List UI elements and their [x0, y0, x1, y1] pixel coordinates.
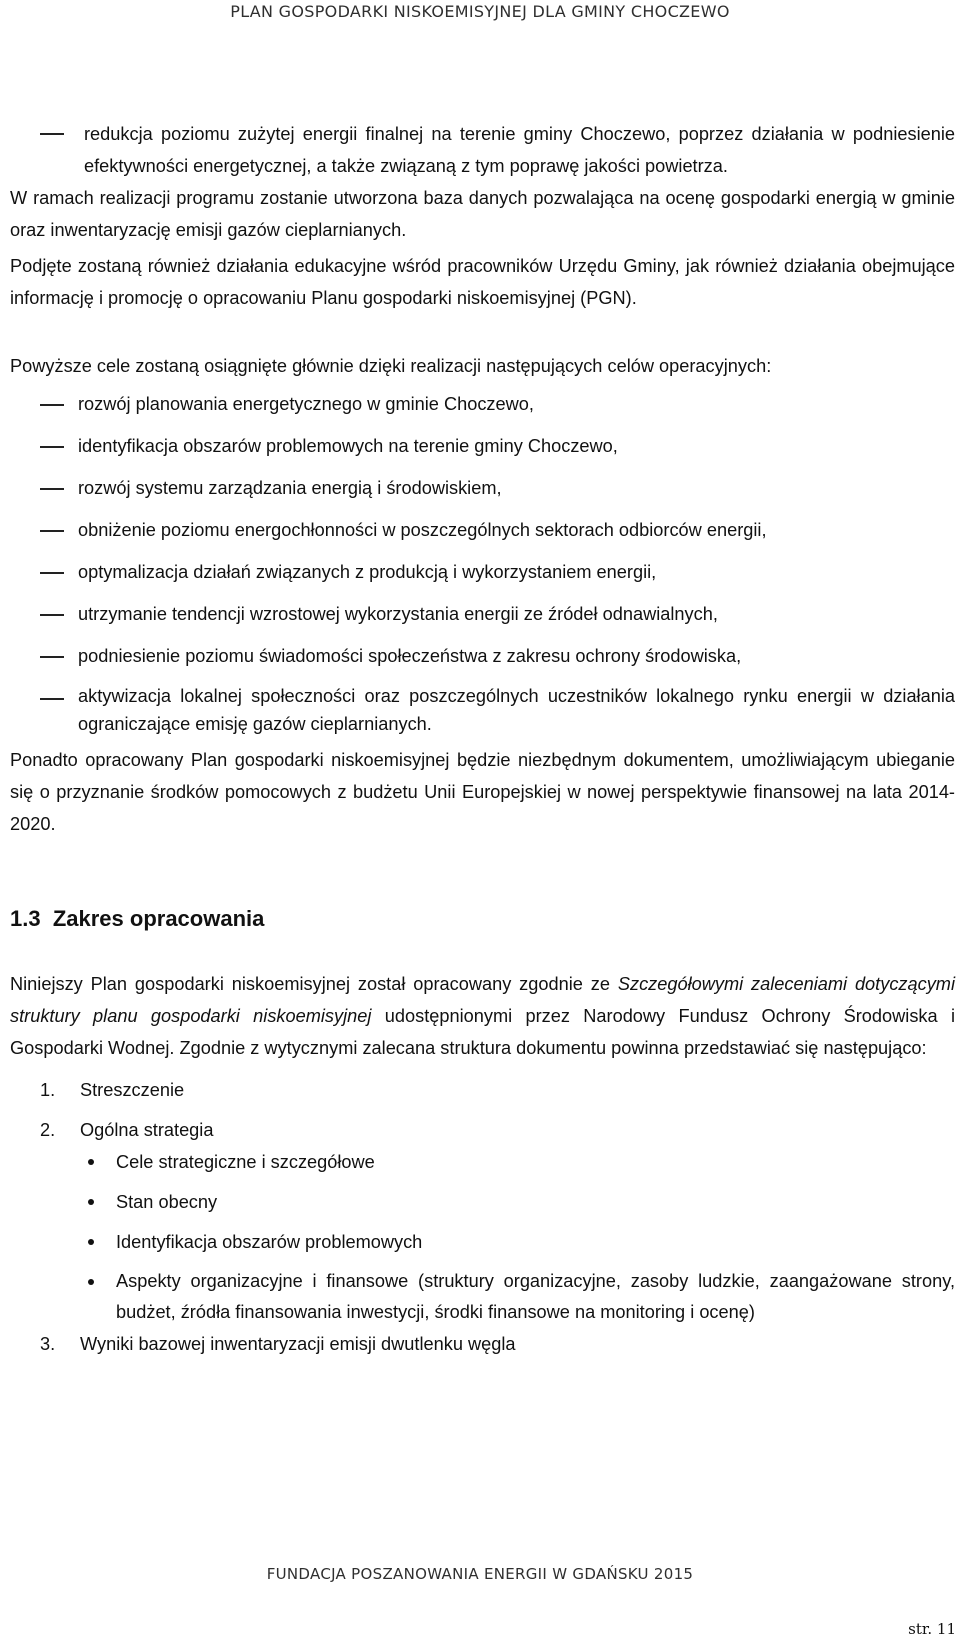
- dash-marker: [40, 572, 64, 574]
- operational-list: [10, 388, 955, 738]
- operational-item-text: optymalizacja działań związanych z produkcją i wykorzystaniem energii,: [78, 562, 657, 582]
- bullet-marker: [88, 1159, 94, 1165]
- dash-marker: [40, 488, 64, 490]
- section-paragraph: [10, 968, 955, 1064]
- operational-item: [10, 388, 955, 420]
- dash-marker: [40, 698, 64, 700]
- operational-closing: Ponadto opracowany Plan gospodarki niskoemisyjnej będzie niezbędnym dokumentem, umożliwiającym ubieganie się o przyznanie środków pomocowych z budżetu Unii Europejskiej w nowej perspektywie finansowej na lata 2014-2020.: [10, 750, 955, 834]
- numbered-item-number: 3.: [40, 1334, 56, 1354]
- bullet-list: [10, 1146, 955, 1328]
- numbered-item-label: Streszczenie: [80, 1080, 185, 1100]
- intro-dash-text: redukcja poziomu zużytej energii finalnej na terenie gminy Choczewo, poprzez działania w podniesienie efektywności energetycznej, a także związaną z tym poprawę jakości powietrza.: [84, 124, 955, 176]
- section-number: 1.3: [10, 906, 41, 931]
- operational-lead: Powyższe cele zostaną osiągnięte głównie dzięki realizacji następujących celów operacyjnych:: [10, 356, 772, 376]
- numbered-item: [10, 1328, 955, 1360]
- section-title: Zakres opracowania: [52, 906, 265, 931]
- page-header: PLAN GOSPODARKI NISKOEMISYJNEJ DLA GMINY CHOCZEWO: [230, 2, 730, 21]
- bullet-item: [10, 1146, 955, 1178]
- intro-paragraph-1: W ramach realizacji programu zostanie utworzona baza danych pozwalająca na ocenę gospodarki energią w gminie oraz inwentaryzację emisji gazów cieplarnianych.: [10, 188, 955, 240]
- section-paragraph-end: udostępnionymi przez Narodowy Fundusz Ochrony Środowiska i Gospodarki Wodnej. Zgodnie z wytycznymi zalecana struktura dokumentu powinna przedstawiać się następująco:: [10, 1006, 955, 1058]
- intro-paragraph-2: Podjęte zostaną również działania edukacyjne wśród pracowników Urzędu Gminy, jak również działania obejmujące informację i promocję o opracowaniu Planu gospodarki niskoemisyjnej (PGN).: [10, 256, 955, 308]
- operational-item: [10, 682, 955, 738]
- operational-item: [10, 598, 955, 630]
- dash-marker: [40, 133, 64, 135]
- bullet-marker: [88, 1279, 94, 1285]
- page-content: [10, 118, 955, 1360]
- numbered-item-number: 1.: [40, 1080, 56, 1100]
- numbered-item-label: Ogólna strategia: [80, 1120, 214, 1140]
- dash-marker: [40, 446, 64, 448]
- numbered-item: [10, 1114, 955, 1146]
- operational-item-text: obniżenie poziomu energochłonności w poszczególnych sektorach odbiorców energii,: [78, 520, 767, 540]
- dash-marker: [40, 404, 64, 406]
- operational-item-text: aktywizacja lokalnej społeczności oraz poszczególnych uczestników lokalnego rynku energii w działania ograniczające emisję gazów cieplarnianych.: [78, 686, 955, 734]
- operational-item: [10, 472, 955, 504]
- section-heading: [10, 904, 955, 934]
- numbered-item-number: 2.: [40, 1120, 56, 1140]
- bullet-item-text: Stan obecny: [116, 1192, 218, 1212]
- bullet-marker: [88, 1239, 94, 1245]
- numbered-item-label: Wyniki bazowej inwentaryzacji emisji dwutlenku węgla: [80, 1334, 516, 1354]
- operational-item-text: podniesienie poziomu świadomości społeczeństwa z zakresu ochrony środowiska,: [78, 646, 742, 666]
- intro-dash-item: [10, 118, 955, 182]
- bullet-item: [10, 1226, 955, 1258]
- operational-item-text: rozwój systemu zarządzania energią i środowiskiem,: [78, 478, 502, 498]
- bullet-item: [10, 1186, 955, 1218]
- dash-marker: [40, 614, 64, 616]
- operational-item-text: rozwój planowania energetycznego w gminie Choczewo,: [78, 394, 534, 414]
- dash-marker: [40, 656, 64, 658]
- section-paragraph-start: Niniejszy Plan gospodarki niskoemisyjnej został opracowany zgodnie ze: [10, 974, 618, 994]
- operational-item: [10, 514, 955, 546]
- page-number: str. 11: [908, 1620, 956, 1638]
- operational-item: [10, 640, 955, 672]
- bullet-item-text: Cele strategiczne i szczegółowe: [116, 1152, 375, 1172]
- operational-item-text: utrzymanie tendencji wzrostowej wykorzystania energii ze źródeł odnawialnych,: [78, 604, 718, 624]
- numbered-item: [10, 1074, 955, 1106]
- section-paragraph-italic: Szczegółowymi zaleceniami dotyczącymi struktury planu gospodarki niskoemisyjnej: [10, 974, 955, 1026]
- bullet-item-text: Aspekty organizacyjne i finansowe (struktury organizacyjne, zasoby ludzkie, zaangażowane strony, budżet, źródła finansowania inwestycji, środki finansowe na monitoring i ocenę): [116, 1271, 955, 1322]
- dash-marker: [40, 530, 64, 532]
- operational-item: [10, 556, 955, 588]
- operational-item-text: identyfikacja obszarów problemowych na terenie gminy Choczewo,: [78, 436, 618, 456]
- operational-item: [10, 430, 955, 462]
- bullet-marker: [88, 1199, 94, 1205]
- bullet-item: [10, 1266, 955, 1328]
- bullet-item-text: Identyfikacja obszarów problemowych: [116, 1232, 423, 1252]
- page-footer: FUNDACJA POSZANOWANIA ENERGII W GDAŃSKU 2015: [266, 1565, 694, 1583]
